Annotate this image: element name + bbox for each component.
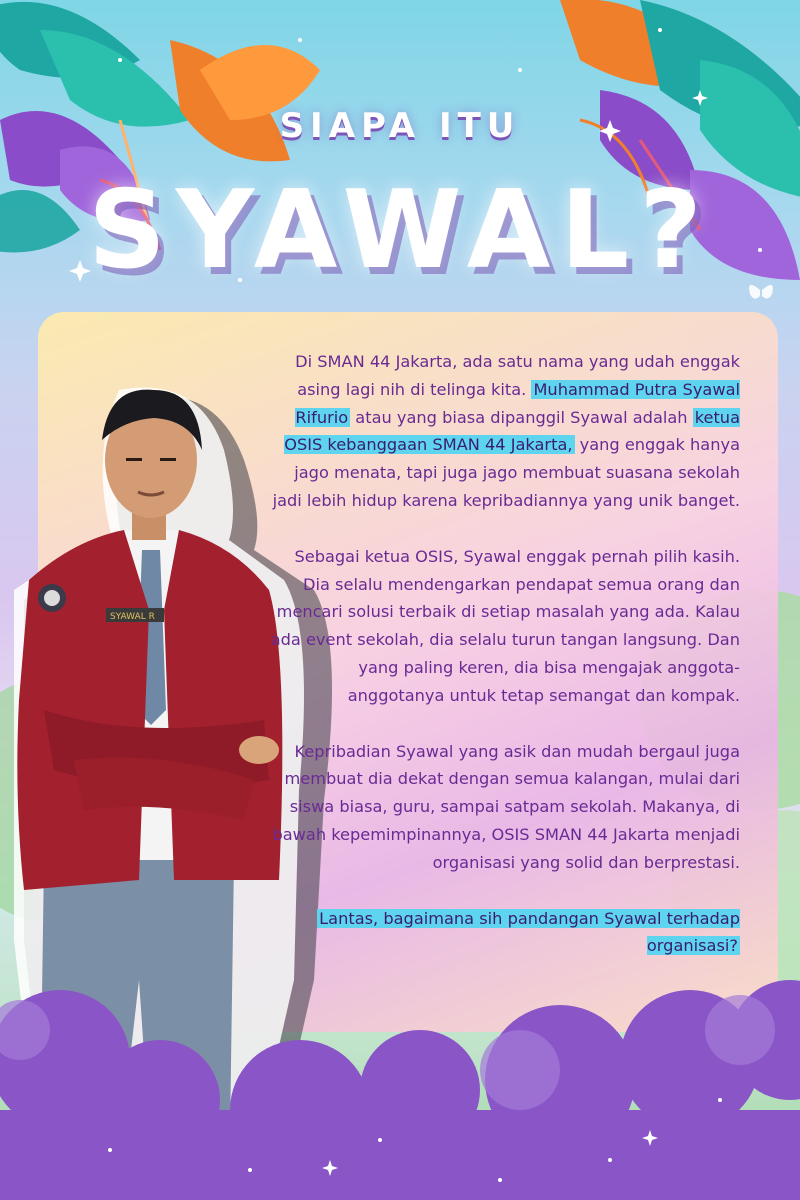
highlight-question: Lantas, bagaimana sih pandangan Syawal terhadap organisasi? xyxy=(319,908,740,956)
paragraph-personality: Kepribadian Syawal yang asik dan mudah bergaul juga membuat dia dekat dengan semua kalangan, mulai dari siswa biasa, guru, sampai satpam sekolah. Makanya, di bawah kepemimpinannya, OSIS SMAN 44 Jakarta menjadi organisasi yang solid dan berprestasi. xyxy=(272,741,740,872)
name-badge: SYAWAL R xyxy=(110,612,155,622)
paragraph-question xyxy=(270,905,740,961)
article-text xyxy=(270,348,740,988)
title-big: SYAWAL? xyxy=(88,168,712,293)
paragraph-leadership: Sebagai ketua OSIS, Syawal enggak pernah pilih kasih. Dia selalu mendengarkan pendapat semua orang dan mencari solusi terbaik di setiap masalah yang ada. Kalau ada event sekolah, dia selalu turun tangan langsung. Dan yang paling keren, dia bisa mengajak anggota-anggotanya untuk tetap semangat dan kompak. xyxy=(270,546,740,705)
highlight-name: Muhammad Putra Syawal Rifurio xyxy=(295,379,740,427)
highlight-role: ketua OSIS kebanggaan SMAN 44 Jakarta, xyxy=(284,407,740,455)
intro-text-2: atau yang biasa dipanggil Syawal adalah xyxy=(350,407,693,427)
intro-text-3: yang enggak hanya jago menata, tapi juga jago membuat suasana sekolah jadi lebih hidup karena kepribadiannya yang unik banget. xyxy=(272,435,740,510)
intro-text-1: Di SMAN 44 Jakarta, ada satu nama yang udah enggak asing lagi nih di telinga kita. xyxy=(295,352,740,399)
title-small: SIAPA ITU xyxy=(279,106,521,146)
paragraph-intro xyxy=(270,348,740,515)
